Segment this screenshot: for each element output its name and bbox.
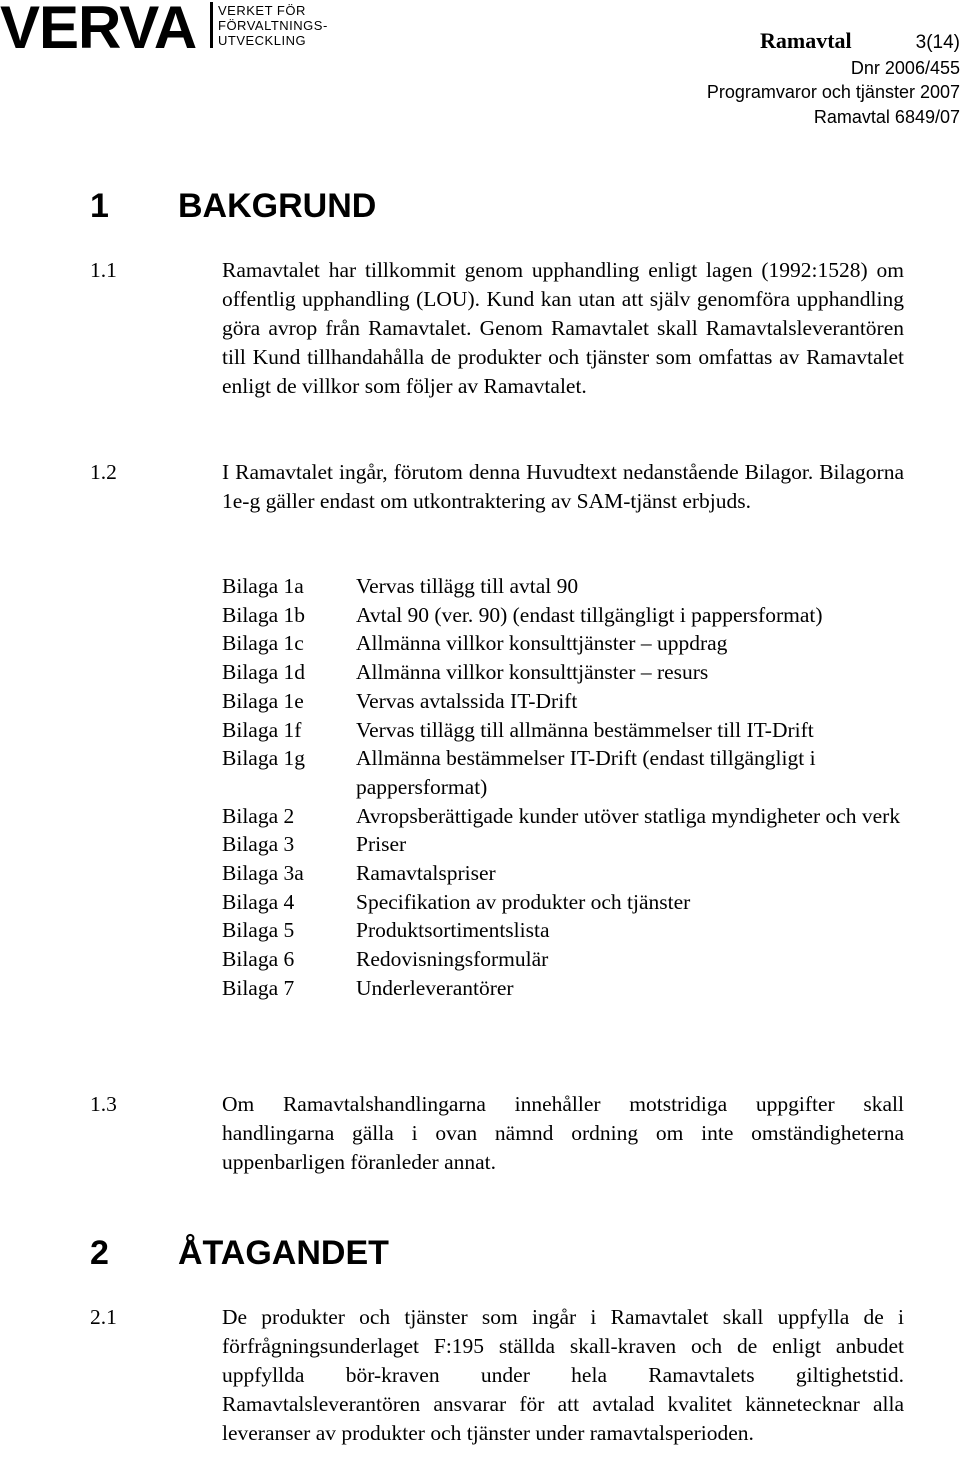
header-title-row <box>760 30 960 54</box>
paragraph <box>90 256 904 401</box>
paragraph <box>90 1303 904 1448</box>
header-subject: Programvaror och tjänster 2007 <box>706 82 960 102</box>
paragraph-text: Om Ramavtalshandlingarna innehåller motstridiga uppgifter skall handlingarna gälla i ovan nämnd ordning om inte omständigheterna uppenbarligen föranleder annat. <box>222 1092 904 1174</box>
bilaga-code: Bilaga 3a <box>222 861 304 886</box>
bilaga-code: Bilaga 1b <box>222 602 305 627</box>
section-title: BAKGRUND <box>178 187 377 225</box>
bilaga-code: Bilaga 1a <box>222 574 304 598</box>
bilaga-code: Bilaga 1f <box>222 717 302 742</box>
paragraph-number: 1.2 <box>90 460 117 484</box>
bilaga-description: Ramavtalspriser <box>356 861 496 886</box>
logo-subtitle-line: UTVECKLING <box>218 33 307 48</box>
list-item <box>222 945 912 974</box>
bilaga-description: Vervas tillägg till avtal 90 <box>356 574 579 598</box>
section-number: 2 <box>90 1234 109 1272</box>
list-item <box>222 744 912 801</box>
bilaga-description: Allmänna villkor konsulttjänster – resurs <box>356 660 709 685</box>
bilaga-code: Bilaga 7 <box>222 975 295 1000</box>
logo-subtitle-line: VERKET FÖR <box>218 3 306 18</box>
list-item <box>222 859 912 888</box>
logo-subtitle <box>218 3 328 48</box>
list-item <box>222 572 912 601</box>
bilaga-code: Bilaga 1e <box>222 688 304 713</box>
bilaga-code: Bilaga 1g <box>222 746 305 771</box>
list-item <box>222 802 912 831</box>
logo-divider <box>210 2 213 48</box>
section-heading <box>90 186 376 226</box>
paragraph <box>90 458 904 516</box>
bilaga-code: Bilaga 3 <box>222 832 295 857</box>
paragraph-number: 1.1 <box>90 258 117 282</box>
bilaga-code: Bilaga 2 <box>222 803 295 828</box>
bilaga-description: Avtal 90 (ver. 90) (endast tillgängligt i pappersformat) <box>356 602 823 627</box>
bilaga-description: Allmänna villkor konsulttjänster – uppdrag <box>356 631 728 656</box>
bilaga-code: Bilaga 1c <box>222 631 304 656</box>
bilaga-description: Vervas tillägg till allmänna bestämmelser till IT-Drift <box>356 717 814 742</box>
logo-wordmark: VERVA <box>0 0 197 61</box>
header-dnr: Dnr 2006/455 <box>850 58 960 78</box>
bilagor-list <box>222 572 912 1003</box>
bilaga-code: Bilaga 1d <box>222 660 305 685</box>
section-heading <box>90 1233 389 1273</box>
list-item <box>222 830 912 859</box>
paragraph-number: 1.3 <box>90 1092 117 1116</box>
verva-logo <box>0 0 360 61</box>
list-item <box>222 629 912 658</box>
bilaga-description: Priser <box>356 832 407 857</box>
logo-subtitle-line: FÖRVALTNINGS- <box>218 18 328 33</box>
paragraph-text: De produkter och tjänster som ingår i Ramavtalet skall uppfylla de i förfrågningsunderlaget F:195 ställda skall-kraven och de enligt anbudet uppfyllda bör-kraven under hela Ramavtalets giltighetstid. Ramavtalsleverantören ansvarar för att avtalad kvalitet kännetecknar alla leveranser av produkter och tjänster under ramavtalsperioden. <box>222 1305 904 1445</box>
paragraph-text: I Ramavtalet ingår, förutom denna Huvudtext nedanstående Bilagor. Bilagorna 1e-g gäller endast om utkontraktering av SAM-tjänst erbjuds. <box>222 460 904 513</box>
list-item <box>222 974 912 1003</box>
bilaga-description: Specifikation av produkter och tjänster <box>356 889 691 914</box>
list-item <box>222 916 912 945</box>
bilaga-code: Bilaga 5 <box>222 918 295 943</box>
document-title: Ramavtal <box>759 28 852 53</box>
list-item <box>222 888 912 917</box>
section-number: 1 <box>90 187 109 225</box>
bilaga-description: Avropsberättigade kunder utöver statliga myndigheter och verk <box>356 803 901 828</box>
bilaga-description: Vervas avtalssida IT-Drift <box>356 688 578 713</box>
bilaga-description: Produktsortimentslista <box>356 918 550 943</box>
list-item <box>222 687 912 716</box>
bilaga-code: Bilaga 4 <box>222 889 295 914</box>
bilaga-code: Bilaga 6 <box>222 947 295 972</box>
bilaga-description: Allmänna bestämmelser IT-Drift (endast tillgängligt i pappersformat) <box>356 746 816 799</box>
paragraph-text: Ramavtalet har tillkommit genom upphandling enligt lagen (1992:1528) om offentlig upphandling (LOU). Kund kan utan att själv genomföra upphandling göra avrop från Ramavtalet. Genom Ramavtalet skall Ramavtalsleverantören till Kund tillhandahålla de produkter och tjänster som omfattas av Ramavtalet enligt de villkor som följer av Ramavtalet. <box>222 258 904 398</box>
list-item <box>222 601 912 630</box>
list-item <box>222 716 912 745</box>
bilaga-description: Redovisningsformulär <box>356 947 549 972</box>
section-title: ÅTAGANDET <box>178 1234 389 1272</box>
list-item <box>222 658 912 687</box>
page-number: 3(14) <box>915 32 960 53</box>
paragraph <box>90 1090 904 1177</box>
header-reference: Ramavtal 6849/07 <box>813 107 960 127</box>
bilaga-description: Underleverantörer <box>356 975 514 1000</box>
paragraph-number: 2.1 <box>90 1305 117 1329</box>
